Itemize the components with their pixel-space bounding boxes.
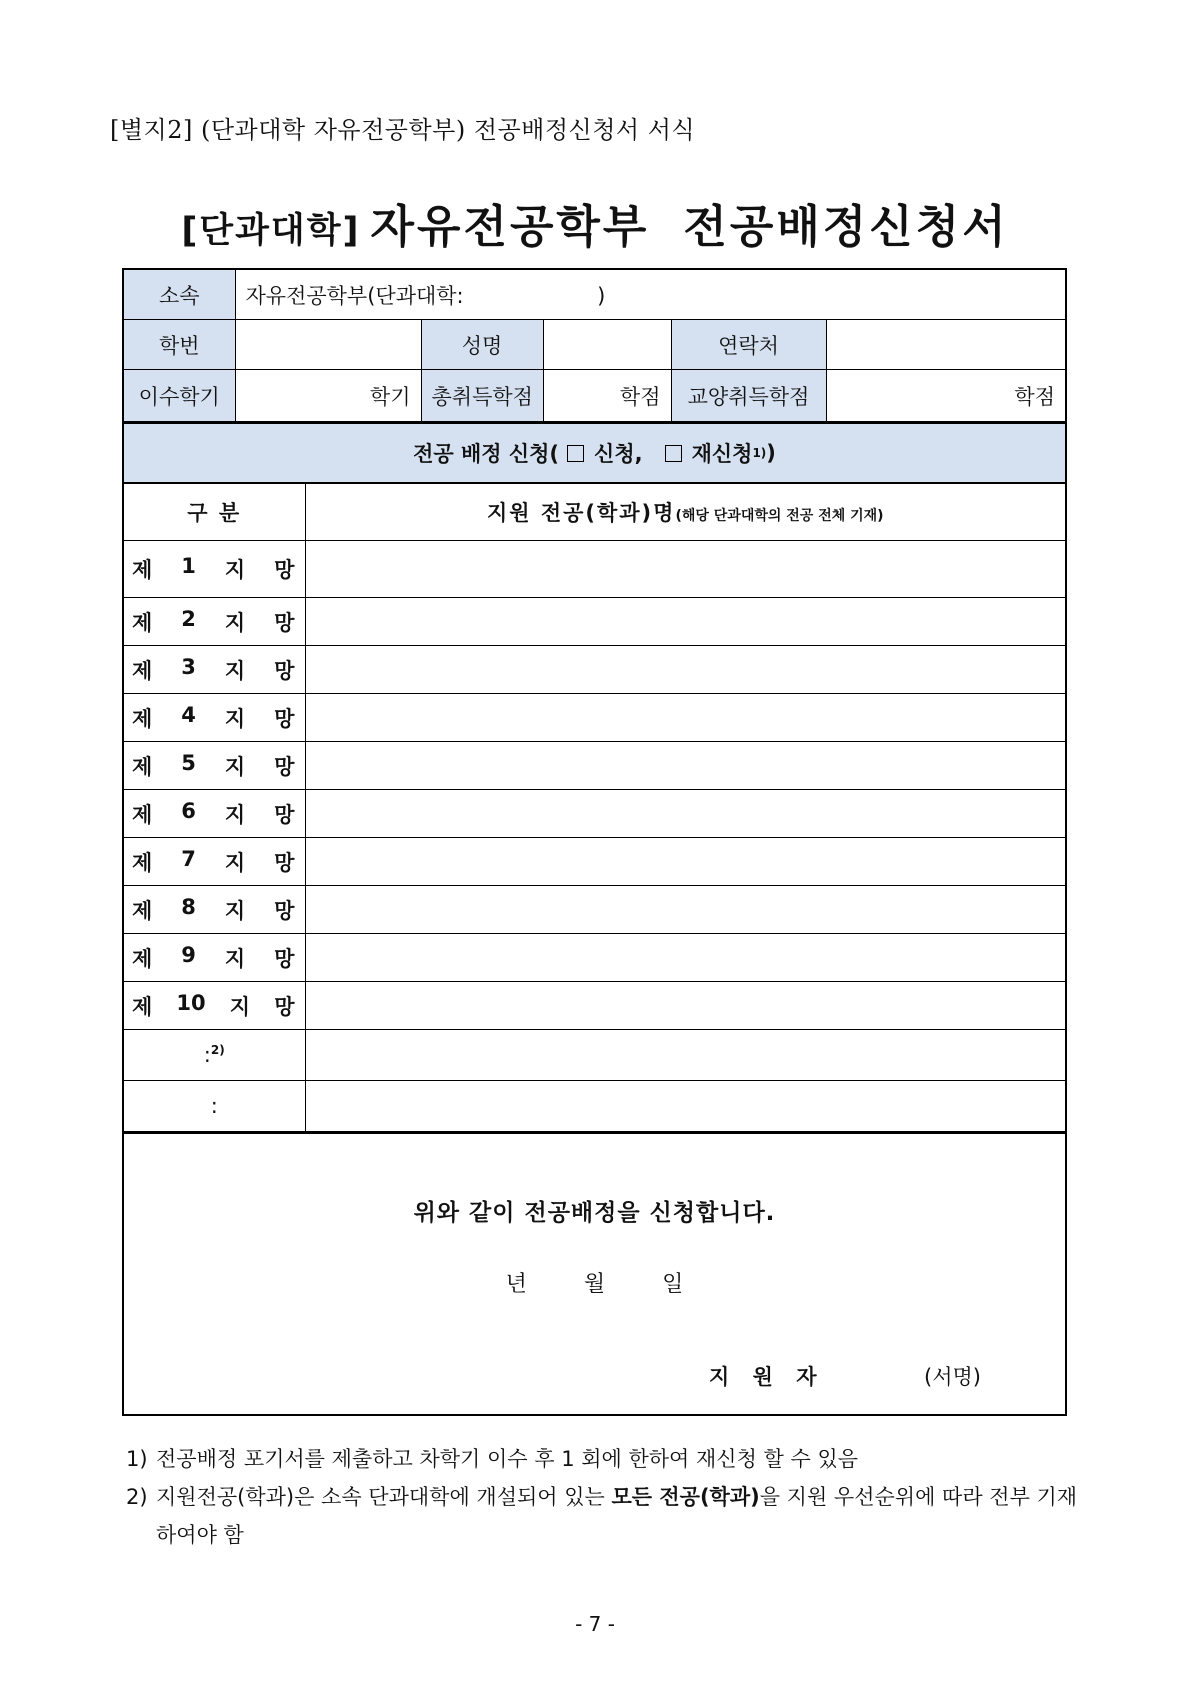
preference-rank: 제 6 지 망 (124, 790, 305, 838)
preference-table (124, 484, 1065, 1132)
applicant-label: 지 원 자 (709, 1365, 825, 1389)
category-header: 구 분 (124, 484, 305, 541)
preference-major-field[interactable] (305, 886, 1065, 934)
major-header-label: 지원 전공(학과)명 (486, 501, 676, 525)
preference-rank: 제 5 지 망 (124, 742, 305, 790)
name-field[interactable] (543, 320, 671, 370)
preference-rank: 제 4 지 망 (124, 694, 305, 742)
preference-major-field[interactable] (305, 838, 1065, 886)
student-info-table (124, 270, 1065, 422)
form-header: [별지2] (단과대학 자유전공학부) 전공배정신청서 서식 (110, 116, 696, 144)
preference-major-field[interactable] (305, 934, 1065, 982)
liberal-credits-field[interactable] (826, 370, 1065, 422)
semester-unit: 학기 (369, 384, 411, 409)
signature-field[interactable]: (서명) (924, 1365, 981, 1389)
preference-row (124, 790, 1065, 838)
preference-row (124, 934, 1065, 982)
continuation-footnote-ref: 2) (210, 1043, 225, 1057)
title-prefix: [단과대학] (181, 211, 361, 251)
footnotes (126, 1440, 1086, 1554)
preference-row (124, 742, 1065, 790)
reapply-checkbox[interactable] (665, 445, 682, 462)
preference-rank: 제 1 지 망 (124, 541, 305, 598)
preference-row (124, 598, 1065, 646)
student-id-label: 학번 (124, 320, 235, 370)
signature-section (124, 1132, 1065, 1434)
page-title (0, 190, 1190, 255)
footnote-2: 2) 지원전공(학과)은 소속 단과대학에 개설되어 있는 모든 전공(학과)을 지원 우선순위에 따라 전부 기재하여야 함 (126, 1485, 1078, 1547)
affiliation-field[interactable]: 자유전공학부(단과대학: ) (235, 270, 1065, 320)
preference-major-field[interactable] (305, 790, 1065, 838)
date-line[interactable]: 년 월 일 (505, 1272, 684, 1297)
application-form (122, 268, 1067, 1416)
preference-row (124, 541, 1065, 598)
total-credits-field[interactable] (543, 370, 671, 422)
preference-row (124, 982, 1065, 1030)
preference-major-field[interactable] (305, 541, 1065, 598)
apply-label: 신청, (594, 442, 643, 466)
reapply-footnote-ref: 1) (752, 446, 767, 460)
preference-row (124, 646, 1065, 694)
application-prefix: 전공 배정 신청( (413, 442, 560, 466)
semester-field[interactable] (235, 370, 421, 422)
total-credits-unit: 학점 (619, 384, 661, 409)
preference-major-field[interactable] (305, 598, 1065, 646)
title-part1: 자유전공학부 (370, 200, 650, 253)
continuation-field-1[interactable] (305, 1030, 1065, 1081)
name-label: 성명 (421, 320, 543, 370)
student-id-field[interactable] (235, 320, 421, 370)
preference-rank: 제 3 지 망 (124, 646, 305, 694)
preference-rank: 제 8 지 망 (124, 886, 305, 934)
preference-major-field[interactable] (305, 646, 1065, 694)
preference-rank: 제 9 지 망 (124, 934, 305, 982)
footnote-1: 1) 전공배정 포기서를 제출하고 차학기 이수 후 1 회에 한하여 재신청 할 수 있음 (126, 1447, 859, 1471)
application-type-banner (124, 422, 1065, 484)
preference-rank: 제 2 지 망 (124, 598, 305, 646)
liberal-credits-label: 교양취득학점 (671, 370, 826, 422)
affiliation-label: 소속 (124, 270, 235, 320)
preference-major-field[interactable] (305, 694, 1065, 742)
preference-rank: 제 7 지 망 (124, 838, 305, 886)
preference-major-field[interactable] (305, 742, 1065, 790)
liberal-credits-unit: 학점 (1014, 384, 1055, 409)
preference-row (124, 886, 1065, 934)
continuation-row-1: :$^{2)}$ (124, 1030, 305, 1081)
reapply-label: 재신청 (691, 442, 753, 466)
title-part2: 전공배정신청서 (683, 200, 1009, 253)
continuation-row-2: : (124, 1081, 305, 1132)
preference-major-field[interactable] (305, 982, 1065, 1030)
preference-row (124, 838, 1065, 886)
major-header (305, 484, 1065, 541)
application-suffix: ) (766, 441, 776, 465)
major-header-note: (해당 단과대학의 전공 전체 기재) (675, 508, 884, 524)
preference-rank: 제 10 지 망 (124, 982, 305, 1030)
apply-checkbox[interactable] (567, 445, 584, 462)
semester-label: 이수학기 (124, 370, 235, 422)
contact-field[interactable] (826, 320, 1065, 370)
continuation-field-2[interactable] (305, 1081, 1065, 1132)
page-number: - 7 - (575, 1612, 615, 1636)
contact-label: 연락처 (671, 320, 826, 370)
preference-row (124, 694, 1065, 742)
total-credits-label: 총취득학점 (421, 370, 543, 422)
application-statement: 위와 같이 전공배정을 신청합니다. (413, 1200, 776, 1226)
